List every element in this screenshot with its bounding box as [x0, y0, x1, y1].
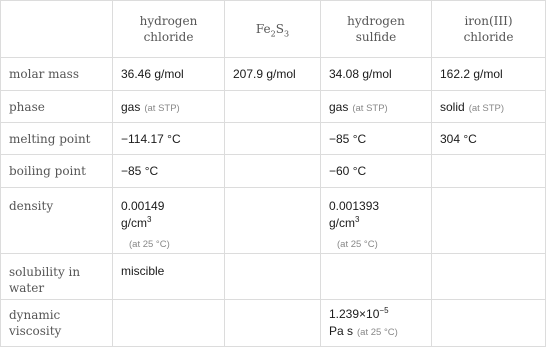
table-row-phase	[1, 91, 546, 123]
row-label: dynamic viscosity	[1, 300, 113, 347]
table-cell: gas (at STP)	[113, 91, 225, 123]
corner-cell	[1, 1, 113, 58]
condition-note: (at 25 °C)	[357, 326, 398, 338]
column-header-fe2s3: $Fe_2S_3$	[225, 1, 321, 58]
table-cell-empty	[225, 300, 321, 347]
table-cell: −85 °C	[113, 155, 225, 188]
condition-note: (at STP)	[352, 102, 388, 114]
table-cell-empty	[432, 254, 546, 300]
table-cell-empty	[432, 300, 546, 347]
table-cell: −114.17 °C	[113, 123, 225, 155]
table-cell-empty	[432, 155, 546, 188]
condition-note: (at STP)	[468, 102, 505, 114]
table-cell-empty	[225, 155, 321, 188]
column-header-hydrogen-chloride: hydrogen chloride	[113, 1, 225, 58]
header-row	[1, 1, 546, 58]
table-cell: 304 °C	[432, 123, 546, 155]
condition-note: (at STP)	[144, 102, 180, 114]
table-cell-empty	[225, 123, 321, 155]
row-label: solubility in water	[1, 254, 113, 300]
table-row-solubility	[1, 254, 546, 300]
row-label: molar mass	[1, 58, 113, 91]
table-cell-empty	[113, 300, 225, 347]
table-cell: 36.46 g/mol	[113, 58, 225, 91]
table-cell-empty	[321, 254, 432, 300]
table-cell: 162.2 g/mol	[432, 58, 546, 91]
table-cell: 0.001393 $g/cm^3$ (at 25 °C)	[321, 188, 432, 254]
table-row-viscosity	[1, 300, 546, 347]
row-label: boiling point	[1, 155, 113, 188]
table-cell: 0.00149 $g/cm^3$ (at 25 °C)	[113, 188, 225, 254]
table-row-boiling-point	[1, 155, 546, 188]
table-cell: solid (at STP)	[432, 91, 546, 123]
table-cell: $1.239\times 10^{-5}$ Pa s (at 25 °C)	[321, 300, 432, 347]
table-cell-empty	[432, 188, 546, 254]
table-row-melting-point	[1, 123, 546, 155]
condition-note: (at 25 °C)	[129, 239, 170, 250]
table-row-density	[1, 188, 546, 254]
table-cell-empty	[225, 254, 321, 300]
table-cell-empty	[225, 188, 321, 254]
table-row-molar-mass	[1, 58, 546, 91]
table-cell: gas (at STP)	[321, 91, 432, 123]
table-cell: 207.9 g/mol	[225, 58, 321, 91]
column-header-iron-iii-chloride: iron(III) chloride	[432, 1, 546, 58]
row-label: density	[1, 188, 113, 254]
table-cell: miscible	[113, 254, 225, 300]
row-label: phase	[1, 91, 113, 123]
column-header-hydrogen-sulfide: hydrogen sulfide	[321, 1, 432, 58]
row-label: melting point	[1, 123, 113, 155]
table-cell-empty	[225, 91, 321, 123]
table-cell: −85 °C	[321, 123, 432, 155]
table-cell: −60 °C	[321, 155, 432, 188]
condition-note: (at 25 °C)	[337, 239, 378, 250]
table-cell: 34.08 g/mol	[321, 58, 432, 91]
